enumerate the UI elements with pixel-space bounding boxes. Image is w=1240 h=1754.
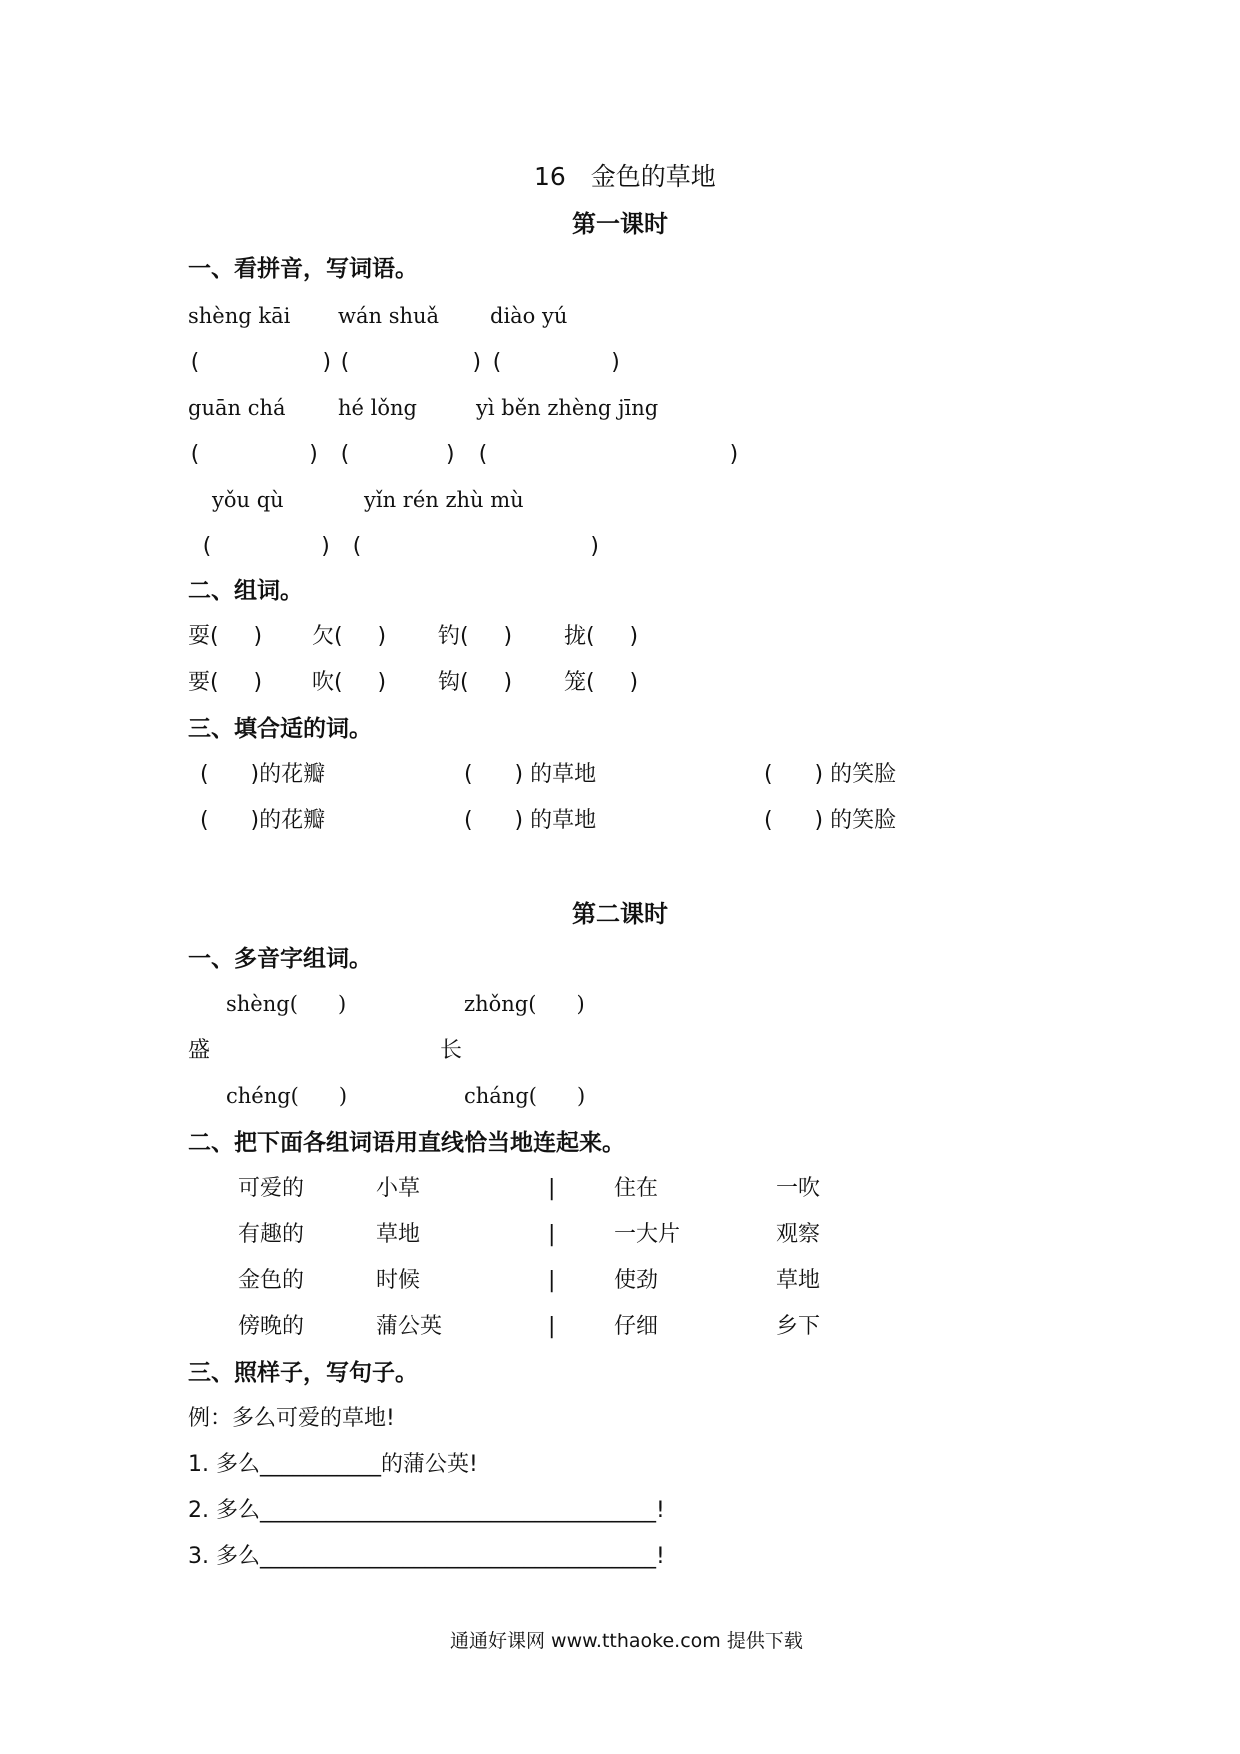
pinyin-item: hé lǒng xyxy=(338,396,417,420)
lesson-title: 16 金色的草地 xyxy=(534,162,716,191)
section-polyphone-heading: 一、多音字组词。 xyxy=(188,946,372,972)
answer-blank[interactable]: ( ) xyxy=(338,442,458,467)
section-matching-heading: 二、把下面各组词语用直线恰当地连起来。 xyxy=(188,1130,625,1156)
match-word[interactable]: 观察 xyxy=(776,1222,821,1247)
pinyin-item: wán shuǎ xyxy=(338,304,440,328)
word-group-item[interactable]: 要( ) xyxy=(188,670,263,695)
pinyin-item: yǐn rén zhù mù xyxy=(364,488,524,512)
word-group-item[interactable]: 钓( ) xyxy=(438,624,513,649)
pinyin-item: yì běn zhèng jīng xyxy=(476,396,659,420)
sentence-line[interactable]: 1. 多么___________的蒲公英! xyxy=(188,1452,478,1477)
section-word-group-heading: 二、组词。 xyxy=(188,578,303,604)
polyphone-reading[interactable]: cháng( ) xyxy=(464,1084,586,1108)
page-footer: 通通好课网 www.tthaoke.com 提供下载 xyxy=(450,1630,803,1652)
word-group-item[interactable]: 吹( ) xyxy=(312,670,387,695)
match-word[interactable]: 草地 xyxy=(376,1222,421,1247)
match-word[interactable]: 有趣的 xyxy=(238,1222,305,1247)
word-group-item[interactable]: 欠( ) xyxy=(312,624,387,649)
answer-blank[interactable]: ( ) xyxy=(476,442,741,467)
match-word[interactable]: 使劲 xyxy=(614,1268,659,1293)
word-group-item[interactable]: 耍( ) xyxy=(188,624,263,649)
column-divider: | xyxy=(548,1314,556,1339)
match-word[interactable]: 可爱的 xyxy=(238,1176,305,1201)
period-one-heading: 第一课时 xyxy=(572,210,668,238)
section-sentence-heading: 三、照样子，写句子。 xyxy=(188,1360,418,1386)
polyphone-char: 长 xyxy=(440,1038,463,1063)
pinyin-item: diào yú xyxy=(490,304,568,328)
match-word[interactable]: 一大片 xyxy=(614,1222,681,1247)
column-divider: | xyxy=(548,1176,556,1201)
section-pinyin-heading: 一、看拼音，写词语。 xyxy=(188,256,418,282)
match-word[interactable]: 金色的 xyxy=(238,1268,305,1293)
fill-word-item[interactable]: ( )的花瓣 xyxy=(200,808,326,833)
match-word[interactable]: 仔细 xyxy=(614,1314,659,1339)
answer-blank[interactable]: ( ) xyxy=(350,534,602,559)
section-fill-words-heading: 三、填合适的词。 xyxy=(188,716,372,742)
fill-word-item[interactable]: ( ) 的草地 xyxy=(464,808,597,833)
match-word[interactable]: 草地 xyxy=(776,1268,821,1293)
polyphone-reading[interactable]: chéng( ) xyxy=(226,1084,348,1108)
match-word[interactable]: 蒲公英 xyxy=(376,1314,443,1339)
answer-blank[interactable]: ( ) xyxy=(490,350,623,375)
answer-blank[interactable]: ( ) xyxy=(200,534,333,559)
match-word[interactable]: 时候 xyxy=(376,1268,421,1293)
answer-blank[interactable]: ( ) xyxy=(188,350,334,375)
column-divider: | xyxy=(548,1268,556,1293)
fill-word-item[interactable]: ( ) 的笑脸 xyxy=(764,808,897,833)
column-divider: | xyxy=(548,1222,556,1247)
polyphone-reading[interactable]: zhǒng( ) xyxy=(464,992,585,1016)
answer-blank[interactable]: ( ) xyxy=(338,350,484,375)
match-word[interactable]: 住在 xyxy=(614,1176,659,1201)
sentence-line[interactable]: 3. 多么____________________________________! xyxy=(188,1544,665,1569)
word-group-item[interactable]: 拢( ) xyxy=(564,624,639,649)
period-two-heading: 第二课时 xyxy=(572,900,668,928)
word-group-item[interactable]: 笼( ) xyxy=(564,670,639,695)
pinyin-item: shèng kāi xyxy=(188,304,291,328)
polyphone-reading[interactable]: shèng( ) xyxy=(226,992,347,1016)
match-word[interactable]: 小草 xyxy=(376,1176,421,1201)
pinyin-item: guān chá xyxy=(188,396,286,420)
sentence-line[interactable]: 2. 多么____________________________________! xyxy=(188,1498,665,1523)
fill-word-item[interactable]: ( )的花瓣 xyxy=(200,762,326,787)
fill-word-item[interactable]: ( ) 的草地 xyxy=(464,762,597,787)
pinyin-item: yǒu qù xyxy=(212,488,284,512)
fill-word-item[interactable]: ( ) 的笑脸 xyxy=(764,762,897,787)
example-sentence: 例：多么可爱的草地! xyxy=(188,1406,395,1431)
word-group-item[interactable]: 钩( ) xyxy=(438,670,513,695)
polyphone-char: 盛 xyxy=(188,1038,211,1063)
match-word[interactable]: 一吹 xyxy=(776,1176,821,1201)
match-word[interactable]: 乡下 xyxy=(776,1314,821,1339)
match-word[interactable]: 傍晚的 xyxy=(238,1314,305,1339)
answer-blank[interactable]: ( ) xyxy=(188,442,321,467)
